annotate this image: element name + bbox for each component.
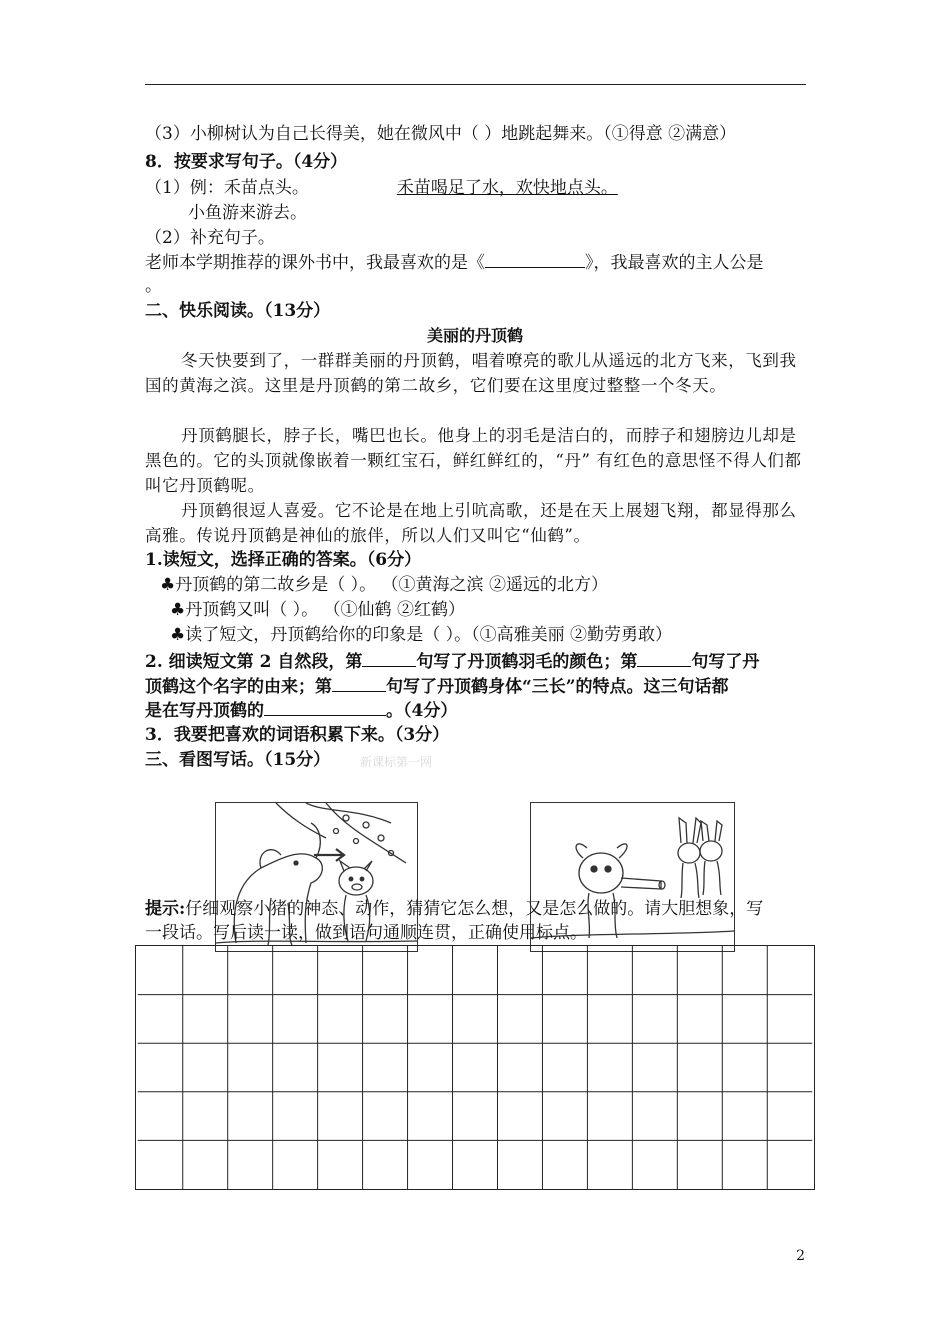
reading-q1-a: ♣丹顶鹤的第二故乡是（ ）。 （①黄海之滨 ②遥远的北方）	[160, 575, 608, 595]
q2-text-e: 句写了丹顶鹤身体“三长”的特点。这三句话都	[386, 677, 729, 697]
reading-paragraph-3: 丹顶鹤很逗人喜爱。它不论是在地上引吭高歌，还是在天上展翅飞翔，都显得那么高雅。传说丹顶鹤是神仙的旅伴，所以人们又叫它“仙鹤”。	[145, 501, 797, 545]
reading-q2-line3	[145, 698, 457, 723]
sentence-period: 。	[145, 276, 162, 296]
question-8-task: 小鱼游来游去。	[188, 203, 307, 223]
watermark-text: 新课标第一网	[360, 755, 433, 769]
q2-text-b: 句写了丹顶鹤羽毛的颜色；第	[416, 652, 638, 672]
question-8-sentence	[145, 250, 764, 275]
q2-text-a: 2. 细读短文第 2 自然段，第	[145, 652, 363, 672]
question-8-sub2: （2）补充句子。	[145, 228, 275, 248]
reading-q3: 3．我要把喜欢的词语积累下来。（3分）	[145, 725, 450, 745]
hint-text: 仔细观察小猪的神态、动作，猜猜它怎么想，又是怎么做的。请大胆想象，写	[185, 899, 764, 919]
example-label: （1）例：禾苗点头。	[145, 178, 309, 198]
q2-blank-1[interactable]	[362, 649, 416, 667]
sentence-a: 老师本学期推荐的课外书中，我最喜欢的是《	[145, 253, 485, 273]
header-rule	[145, 84, 806, 85]
q2-blank-3[interactable]	[332, 674, 386, 692]
reading-q1-b: ♣丹顶鹤又叫（ ）。 （①仙鹤 ②红鹤）	[170, 600, 465, 620]
question-8-heading: 8．按要求写句子。（4分）	[145, 152, 348, 172]
reading-q2-line1	[145, 649, 759, 674]
q2-text-d: 顶鹤这个名字的由来；第	[145, 677, 332, 697]
section-3-heading: 三、看图写话。（15分）	[145, 750, 331, 770]
writing-grid[interactable]	[135, 945, 815, 1190]
q2-blank-4[interactable]	[264, 698, 386, 716]
reading-paragraph-1: 冬天快要到了，一群群美丽的丹顶鹤，唱着嘹亮的歌儿从遥远的北方飞来，飞到我国的黄海之滨。这里是丹顶鹤的第二故乡，它们要在这里度过整整一个冬天。	[145, 351, 797, 395]
reading-q2-line2	[145, 674, 729, 699]
q2-blank-2[interactable]	[637, 649, 691, 667]
q2-text-g: 。（4分）	[386, 701, 458, 721]
q2-text-c: 句写了丹	[691, 652, 760, 672]
reading-q1-c: ♣读了短文，丹顶鹤给你的印象是（ ）。（①高雅美丽 ②勤劳勇敢）	[170, 625, 673, 645]
section-2-heading: 二、快乐阅读。（13分）	[145, 301, 331, 321]
reading-paragraph-2: 丹顶鹤腿长，脖子长，嘴巴也长。他身上的羽毛是洁白的，而脖子和翅膀边儿却是黑色的。它的头顶就像嵌着一颗红宝石，鲜红鲜红的，“丹” 有红色的意思怪不得人们都叫它丹顶鹤呢。	[145, 426, 802, 495]
question-7-3: （3）小柳树认为自己长得美，她在微风中（ ）地跳起舞来。（①得意 ②满意）	[145, 124, 737, 144]
question-8-example	[145, 176, 618, 200]
writing-hint-2: 一段话。写后读一读，做到语句通顺连贯，正确使用标点。	[145, 923, 587, 943]
reading-title: 美丽的丹顶鹤	[426, 326, 523, 345]
hint-label: 提示:	[145, 899, 186, 919]
page-number: 2	[796, 1248, 805, 1264]
sentence-b: 》，我最喜欢的主人公是	[585, 253, 764, 273]
writing-hint	[145, 897, 763, 921]
example-answer: 禾苗喝足了水，欢快地点头。	[396, 178, 618, 198]
q2-text-f: 是在写丹顶鹤的	[145, 701, 264, 721]
reading-q1: 1.读短文，选择正确的答案。（6分）	[145, 550, 422, 570]
book-blank[interactable]	[485, 250, 585, 268]
